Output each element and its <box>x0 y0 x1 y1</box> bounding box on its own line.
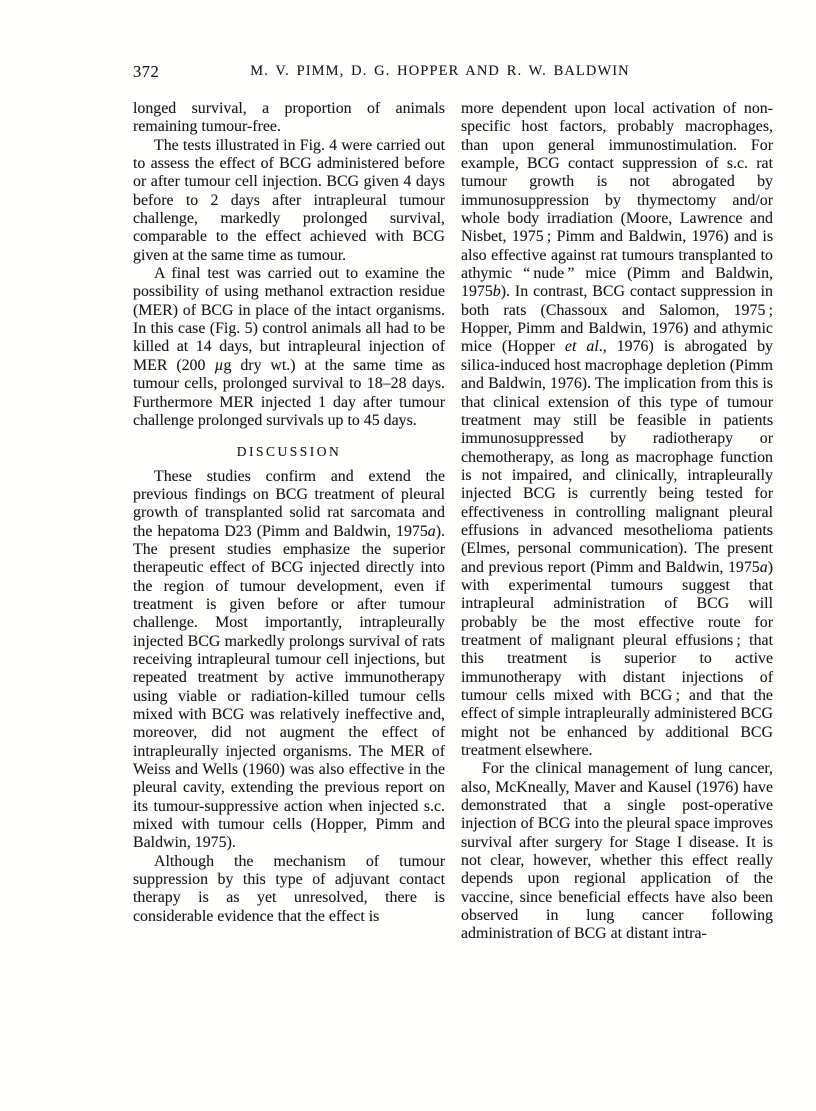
italic-text: a <box>759 558 768 576</box>
left-column <box>133 100 445 944</box>
page-number: 372 <box>133 62 160 81</box>
text-run: ., 1976) is abrogated by silica-induced host macrophage depletion (Pimm and Baldwin, 1976). The implication from this is that clinical extension of this type of tumour treatment may still be feasible in patients immunosuppressed by radiotherapy or chemotherapy, as long as macrophage function is not impaired, and clinically, intrapleurally injected BCG is currently being tested for effectiveness in controlling malignant pleural effusions in advanced mesothelioma patients (Elmes, personal communication). The present and previous report (Pimm and Baldwin, 1975 <box>461 338 774 576</box>
section-heading: DISCUSSION <box>236 444 342 460</box>
italic-text: µ <box>214 356 224 374</box>
page-header <box>133 62 773 82</box>
text-run: A final test was carried out to examine the possibility of using methanol extraction residue (MER) of BCG in place of the intact organisms. In this case (Fig. 5) control animals all had to be killed at 14 days, but intrapleural injection of MER (200 <box>133 265 445 374</box>
text-run: longed survival, a proportion of animals remaining tumour-free. <box>133 100 445 136</box>
text-run: These studies confirm and extend the previous findings on BCG treatment of pleural growth of transplanted solid rat sarcomata and the hepatoma D23 (Pimm and Baldwin, 1975 <box>133 467 445 540</box>
running-title: M. V. PIMM, D. G. HOPPER AND R. W. BALDWIN <box>250 63 630 79</box>
text-run: The tests illustrated in Fig. 4 were carried out to assess the effect of BCG administered before or after tumour cell injection. BCG given 4 days before to 2 days after intrapleural tumour challenge, markedly prolonged survival, comparable to the effect achieved with BCG given at the same time as tumour. <box>133 136 445 264</box>
article-body <box>133 100 773 944</box>
paragraph <box>461 100 773 760</box>
right-column <box>461 100 773 944</box>
text-run: ) with experimental tumours suggest that intrapleural administration of BCG will probably be the most effective route for treatment of malignant pleural effusions ; that this treatment is superior to active immunotherapy with distant injections of tumour cells mixed with BCG ; and that the effect of simple intrapleurally administered BCG might not be enhanced by additional BCG treatment elsewhere. <box>461 558 773 760</box>
paragraph <box>133 853 445 926</box>
text-run: Although the mechanism of tumour suppression by this type of adjuvant contact therapy is as yet unresolved, there is considerable evidence that the effect is <box>133 852 445 925</box>
text-run: For the clinical management of lung cancer, also, McKneally, Maver and Kausel (1976) have demonstrated that a single post-operative injection of BCG into the pleural space improves survival after surgery for Stage I disease. It is not clear, however, whether this effect really depends upon regional application of the vaccine, since beneficial effects have also been observed in lung cancer following administration of BCG at distant intra- <box>461 760 774 943</box>
italic-text: a <box>427 522 436 540</box>
italic-text: b <box>492 283 501 301</box>
text-run: more dependent upon local activation of non-specific host factors, probably macrophages, than upon general immunostimulation. For example, BCG contact suppression of s.c. rat tumour growth is not abrogated by immunosuppression by thymectomy and/or whole body irradiation (Moore, Lawrence and Nisbet, 1975 ; Pimm and Baldwin, 1976) and is also effective against rat tumours transplanted to athymic “ nude ” mice (Pimm and Baldwin, 1975 <box>461 100 773 301</box>
italic-text: et al <box>564 338 599 356</box>
paragraph <box>133 100 445 137</box>
text-run: ). The present studies emphasize the superior therapeutic effect of BCG injected directly into the region of tumour development, even if treatment is given before or after tumour challenge. Most importantly, intrapleurally injected BCG markedly prolongs survival of rats receiving intrapleural tumour cell injections, but repeated treatment by active immunotherapy using viable or radiation-killed tumour cells mixed with BCG was relatively ineffective and, moreover, did not augment the effect of intrapleurally injected organisms. The MER of Weiss and Wells (1960) was also effective in the pleural cavity, extending the previous report on its tumour-suppressive action when injected s.c. mixed with tumour cells (Hopper, Pimm and Baldwin, 1975). <box>133 522 445 852</box>
text-run: ). In contrast, BCG contact suppression in both rats (Chassoux and Salomon, 1975 ; Hopper, Pimm and Baldwin, 1976) and athymic mice (Hopper <box>461 283 773 356</box>
text-run: g dry wt.) at the same time as tumour cells, prolonged survival to 18–28 days. Furthermore MER injected 1 day after tumour challenge prolonged survivals up to 45 days. <box>133 356 445 429</box>
paragraph <box>133 265 445 430</box>
paragraph <box>133 468 445 853</box>
paragraph <box>461 760 773 943</box>
paragraph <box>133 137 445 265</box>
